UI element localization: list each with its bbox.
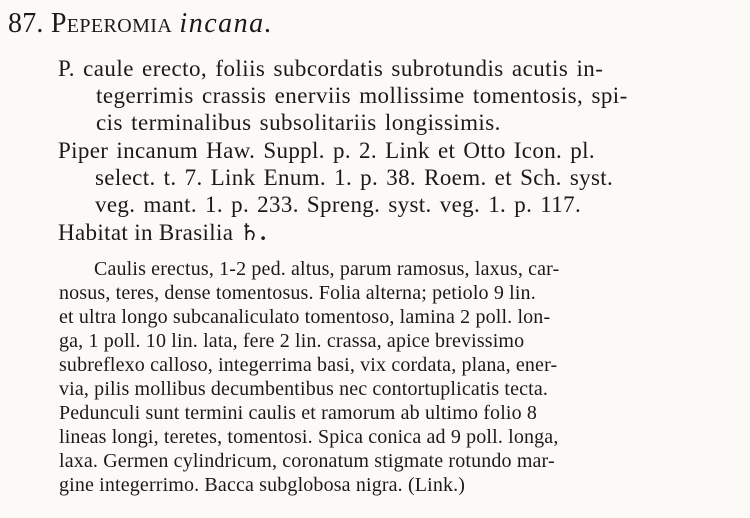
description-line-7: Pedunculi sunt termini caulis et ramorum ab ultimo folio 8 (59, 402, 538, 424)
description-line-2: nosus, teres, dense tomentosus. Folia alterna; petiolo 9 lin. (59, 282, 536, 304)
description-line-4: ga, 1 poll. 10 lin. lata, fere 2 lin. crassa, apice brevissimo (59, 330, 525, 352)
synonymy-line-2: select. t. 7. Link Enum. 1. p. 38. Roem. et Sch. syst. (95, 165, 614, 190)
habitat-text: Habitat in Brasilia (58, 220, 234, 245)
saturn-symbol-icon: ♄. (239, 220, 267, 245)
species-name: incana. (179, 8, 274, 39)
description-line-6: via, pilis mollibus decumbentibus nec contortuplicatis tecta. (59, 378, 549, 400)
species-heading (8, 8, 273, 40)
description-line-1: Caulis erectus, 1-2 ped. altus, parum ramosus, laxus, car- (94, 258, 560, 280)
genus-name: Peperomia (50, 8, 173, 39)
latin-diagnosis-line-2: tegerrimis crassis enerviis mollissime tomentosis, spi- (96, 83, 628, 108)
latin-diagnosis-line-1: P. caule erecto, foliis subcordatis subrotundis acutis in- (58, 56, 604, 81)
habitat-line (58, 220, 266, 246)
entry-number: 87. (8, 8, 44, 39)
synonymy-line-3: veg. mant. 1. p. 233. Spreng. syst. veg. 1. p. 117. (95, 192, 582, 217)
description-line-3: et ultra longo subcanaliculato tomentoso, lamina 2 poll. lon- (59, 306, 551, 328)
latin-diagnosis-line-3: cis terminalibus subsolitariis longissimis. (96, 110, 501, 135)
description-line-8: lineas longi, teretes, tomentosi. Spica conica ad 9 poll. longa, (59, 426, 559, 448)
description-line-5: subreflexo calloso, integerrima basi, vix cordata, plana, ener- (59, 354, 558, 376)
description-line-10: gine integerrimo. Bacca subglobosa nigra. (Link.) (59, 474, 466, 496)
description-line-9: laxa. Germen cylindricum, coronatum stigmate rotundo mar- (59, 450, 555, 472)
synonymy-line-1: Piper incanum Haw. Suppl. p. 2. Link et Otto Icon. pl. (58, 138, 595, 163)
